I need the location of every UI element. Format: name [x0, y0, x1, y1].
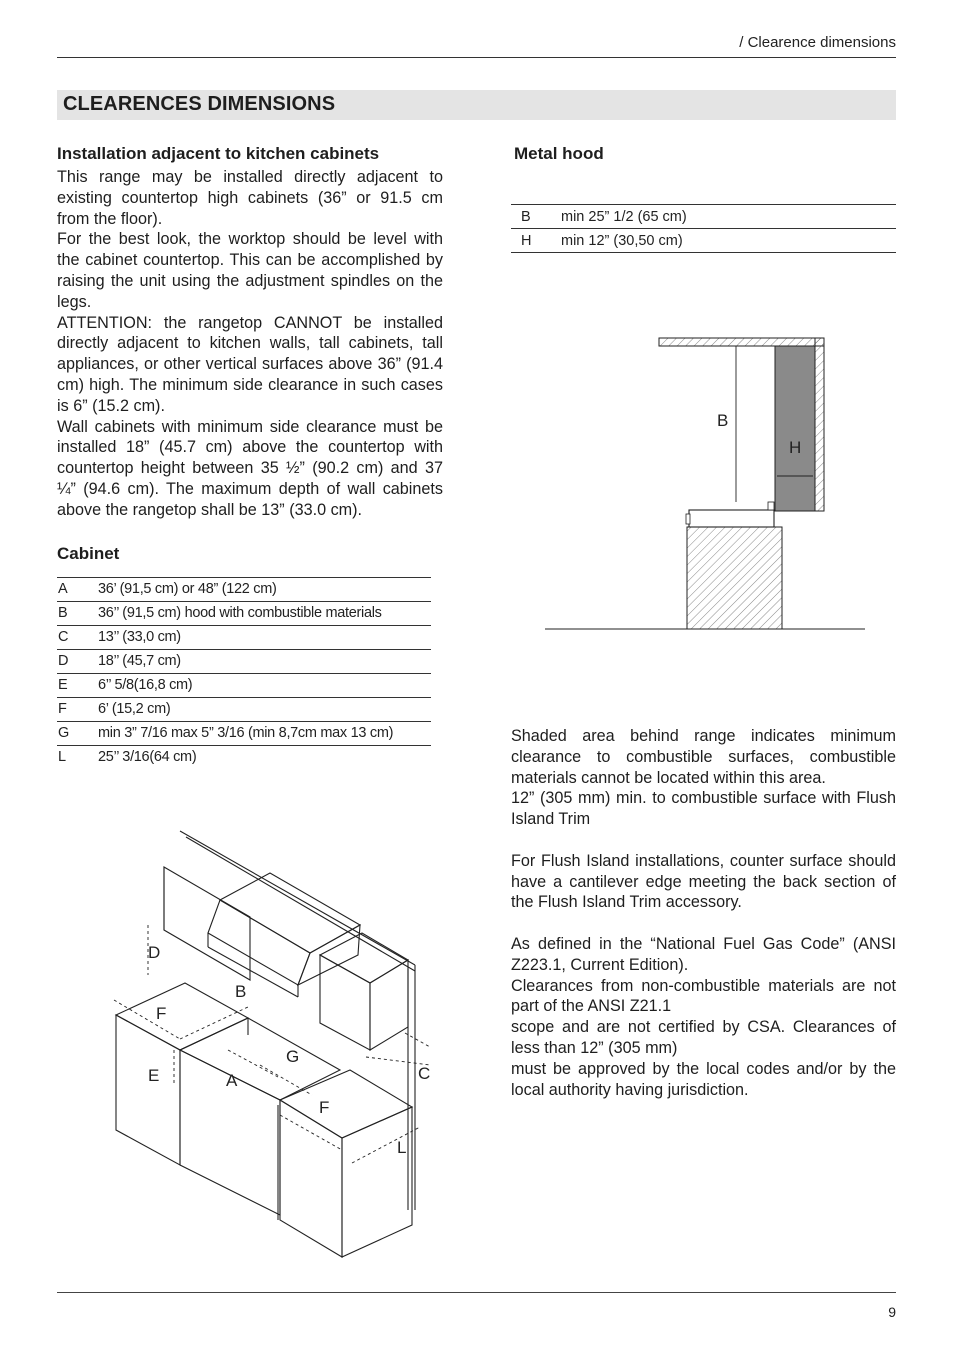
footer-divider — [57, 1292, 896, 1293]
table-row — [57, 721, 431, 745]
paragraph-ansi-definition: As defined in the “National Fuel Gas Code” (ANSI Z223.1, Current Edition). — [511, 934, 896, 974]
table-row — [511, 205, 896, 229]
row-value: 6’’ 5/8(16,8 cm) — [98, 677, 193, 694]
installation-heading: Installation adjacent to kitchen cabinets — [57, 144, 380, 163]
paragraph-flush-trim: 12” (305 mm) min. to combustible surface with Flush Island Trim — [511, 789, 896, 829]
label-F-left: F — [156, 1004, 167, 1023]
spacer — [511, 913, 896, 934]
row-value: min 12” (30,50 cm) — [561, 232, 683, 249]
table-row — [57, 745, 431, 769]
paragraph-attention: ATTENTION: the rangetop CANNOT be installed directly adjacent to kitchen walls, tall cabinets, tall appliances, or other vertical surfaces above 36” (91.4 cm) high. The minimum side clearance in such cases is 6” (15.2 cm). — [57, 313, 443, 415]
paragraph-local-codes: must be approved by the local codes and/or by the local authority having jurisdiction. — [511, 1059, 896, 1099]
label-G: G — [286, 1047, 300, 1066]
section-title: CLEARENCES DIMENSIONS — [63, 93, 336, 115]
row-key: B — [58, 605, 68, 622]
right-column-top — [511, 143, 896, 253]
row-value: 36’ (91,5 cm) or 48” (122 cm) — [98, 581, 277, 598]
table-row — [57, 601, 431, 625]
table-row — [57, 649, 431, 673]
section-band — [57, 90, 896, 120]
page-number: 9 — [888, 1304, 896, 1320]
spacer — [511, 830, 896, 851]
paragraph-clearances: Clearances from non-combustible materials are not part of the ANSI Z21.1 — [511, 976, 896, 1016]
table-row — [57, 697, 431, 721]
running-header: / Clearence dimensions — [739, 34, 896, 51]
paragraph-flush-island: For Flush Island installations, counter surface should have a cantilever edge meeting the back section of the Flush Island Trim accessory. — [511, 851, 896, 912]
label-A: A — [226, 1071, 238, 1090]
label-F-right: F — [319, 1098, 330, 1117]
row-value: 25’’ 3/16(64 cm) — [98, 749, 197, 766]
paragraph-wall-cabinets: Wall cabinets with minimum side clearance must be installed 18” (45.7 cm) above the countertop with countertop height between 35 ½” (90.2 cm) and 37 ¼” (94.6 cm). The maximum depth of wall cabinets above the rangetop shall be 13” (33.0 cm). — [57, 417, 443, 519]
table-row — [511, 229, 896, 253]
cabinet-heading: Cabinet — [57, 543, 120, 563]
label-B: B — [235, 982, 247, 1001]
header-divider — [57, 57, 896, 58]
table-row — [57, 673, 431, 697]
row-value: 36’’ (91,5 cm) hood with combustible materials — [98, 605, 382, 622]
cabinet-clearance-diagram — [100, 825, 440, 1265]
row-value: 18’’ (45,7 cm) — [98, 653, 181, 670]
right-column-text — [511, 726, 896, 1100]
label-E: E — [148, 1066, 160, 1085]
row-key: H — [521, 232, 532, 249]
row-key: G — [58, 725, 70, 742]
label-C: C — [418, 1064, 431, 1083]
row-key: E — [58, 677, 68, 694]
table-row — [57, 577, 431, 601]
row-key: D — [58, 653, 69, 670]
row-key: F — [58, 701, 67, 718]
left-column — [57, 143, 443, 769]
label-L: L — [397, 1138, 407, 1157]
paragraph-scope: scope and are not certified by CSA. Clearances of less than 12” (305 mm) — [511, 1018, 896, 1057]
row-value: 13’’ (33,0 cm) — [98, 629, 181, 646]
row-key: B — [521, 208, 531, 225]
row-key: C — [58, 629, 69, 646]
row-value: 6’ (15,2 cm) — [98, 701, 171, 718]
hood-label-B: B — [717, 411, 729, 430]
hood-table — [511, 204, 896, 253]
metal-hood-heading: Metal hood — [514, 144, 604, 163]
row-value: min 3” 7/16 max 5” 3/16 (min 8,7cm max 13 cm) — [98, 725, 394, 742]
row-key: A — [58, 581, 68, 598]
cabinet-table — [57, 577, 431, 769]
hood-clearance-diagram — [540, 330, 870, 635]
label-D: D — [148, 943, 161, 962]
row-key: L — [58, 749, 67, 766]
hood-label-H: H — [789, 438, 802, 457]
paragraph-worktop: For the best look, the worktop should be level with the cabinet countertop. This can be accomplished by raising the unit using the adjustment spindles on the legs. — [57, 230, 443, 311]
paragraph-shaded-area: Shaded area behind range indicates minimum clearance to combustible surfaces, combustible materials cannot be located within this area. — [511, 727, 896, 787]
paragraph-installation: This range may be installed directly adjacent to existing countertop high cabinets (36” or 91.5 cm from the floor). — [57, 168, 443, 228]
row-value: min 25” 1/2 (65 cm) — [561, 208, 687, 225]
table-row — [57, 625, 431, 649]
